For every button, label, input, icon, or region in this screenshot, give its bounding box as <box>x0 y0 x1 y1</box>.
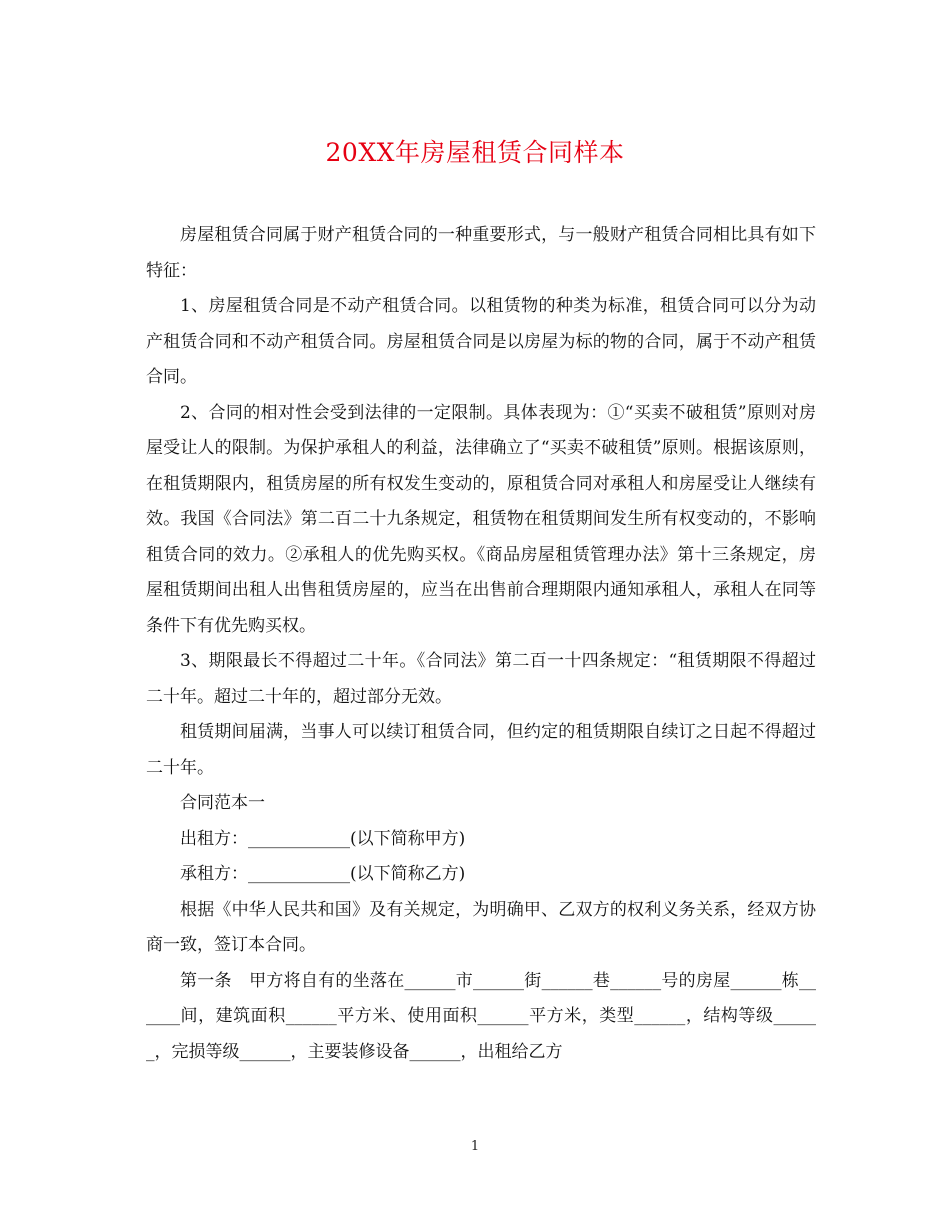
paragraph-renewal: 租赁期间届满，当事人可以续订租赁合同，但约定的租赁期限自续订之日起不得超过二十年。 <box>146 722 816 778</box>
paragraph-feature-3: 3、期限最长不得超过二十年。《合同法》第二百一十四条规定：“租赁期限不得超过二十年。超过二十年的，超过部分无效。 <box>146 651 816 707</box>
document-title: 20XX年房屋租赁合同样本 <box>325 138 625 167</box>
paragraph-feature-2: 2、合同的相对性会受到法律的一定限制。具体表现为：①“买卖不破租赁”原则对房屋受让人的限制。为保护承租人的利益，法律确立了“买卖不破租赁”原则。根据该原则，在租赁期限内，租赁房屋的所有权发生变动的，原租赁合同对承租人和房屋受让人继续有效。我国《合同法》第二百二十九条规定，租赁物在租赁期间发生所有权变动的，不影响租赁合同的效力。②承租人的优先购买权。《商品房屋租赁管理办法》第十三条规定，房屋租赁期间出租人出售租赁房屋的，应当在出售前合理期限内通知承租人，承租人在同等条件下有优先购买权。 <box>146 402 816 636</box>
paragraph-lessor: 出租方：____________(以下简称甲方) <box>180 828 466 849</box>
paragraph-basis: 根据《中华人民共和国》及有关规定，为明确甲、乙双方的权利义务关系，经双方协商一致，签订本合同。 <box>146 899 816 955</box>
paragraph-intro: 房屋租赁合同属于财产租赁合同的一种重要形式，与一般财产租赁合同相比具有如下特征： <box>146 225 816 281</box>
paragraph-lessee: 承租方：____________(以下简称乙方) <box>180 864 466 884</box>
paragraph-article-1: 第一条 甲方将自有的坐落在______市______街______巷______号的房屋______栋______间，建筑面积______平方米、使用面积______平方米，类型______，结构等级______，完损等级______，主要装修设备______，出租给乙方 <box>146 970 816 1062</box>
paragraph-feature-1: 1、房屋租赁合同是不动产租赁合同。以租赁物的种类为标准，租赁合同可以分为动产租赁合同和不动产租赁合同。房屋租赁合同是以房屋为标的物的合同，属于不动产租赁合同。 <box>146 296 816 387</box>
paragraph-template-heading: 合同范本一 <box>180 793 265 813</box>
page-number: 1 <box>470 1139 480 1154</box>
document-body <box>146 218 816 1070</box>
